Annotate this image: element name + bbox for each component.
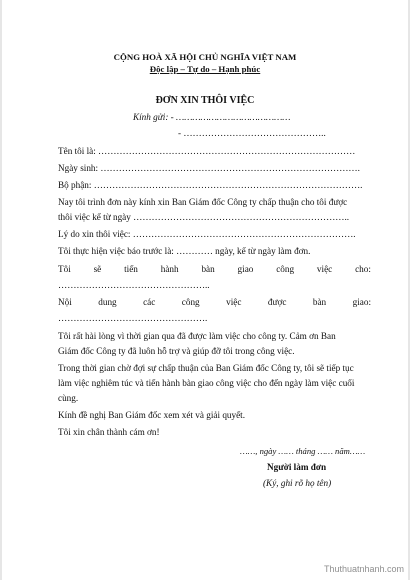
handover-word: hành bbox=[160, 264, 179, 274]
handover-line bbox=[58, 264, 371, 275]
notice-line: Tôi thực hiện việc báo trước là: ………… ngày, kể từ ngày làm đơn. bbox=[58, 246, 311, 256]
watermark: Thuthuatnhanh.com bbox=[323, 564, 404, 574]
reason-line: Lý do xin thôi việc: ………………………………………………………………. bbox=[58, 229, 356, 239]
field-name: Tên tôi là: ………………………………………………………………………… bbox=[58, 146, 356, 156]
content-word: giao: bbox=[352, 297, 371, 307]
handover-word: giao bbox=[237, 264, 254, 274]
consider-line: Kính đề nghị Ban Giám đốc xem xét và giải quyết. bbox=[58, 410, 246, 420]
field-dob: Ngày sinh: …………………………………………………………………………. bbox=[58, 163, 360, 173]
wait-line-3: cùng. bbox=[58, 393, 79, 403]
motto-text: Độc lập – Tự do – Hạnh phúc bbox=[149, 64, 261, 74]
thanks-line-1: Tôi rất hài lòng vì thời gian qua đã được làm việc cho công ty. Cảm ơn Ban bbox=[58, 331, 336, 341]
closing-line: Tôi xin chân thành cám ơn! bbox=[58, 427, 160, 437]
recipient-line-1: Kính gửi: - …………………………………… bbox=[133, 112, 291, 122]
page-border-left bbox=[0, 0, 2, 580]
handover-word: cho: bbox=[355, 264, 371, 274]
handover-fill: ………………………………………….. bbox=[58, 280, 210, 290]
content-fill: …………………………………………. bbox=[58, 313, 208, 323]
signature-date: ……, ngày …… tháng …… năm…… bbox=[240, 446, 366, 456]
recipient-line-2: - ……………………………………….. bbox=[178, 128, 326, 138]
handover-word: bàn bbox=[201, 264, 215, 274]
document-title: ĐƠN XIN THÔI VIỆC bbox=[155, 95, 255, 106]
content-word: dung bbox=[98, 297, 117, 307]
request-line-1: Nay tôi trình đơn này kính xin Ban Giám đốc Công ty chấp thuận cho tôi được bbox=[58, 197, 348, 207]
handover-word: việc bbox=[316, 264, 333, 274]
field-department: Bộ phận: ……………………………………………………………………………. bbox=[58, 180, 363, 190]
handover-word: công bbox=[276, 264, 295, 274]
content-line bbox=[58, 297, 371, 308]
content-word: các bbox=[143, 297, 156, 307]
content-word: việc bbox=[226, 297, 242, 307]
signature-role: Người làm đơn bbox=[267, 462, 327, 472]
signature-note: (Ký, ghi rõ họ tên) bbox=[263, 478, 332, 488]
handover-word: tiến bbox=[124, 264, 138, 274]
request-line-2: thôi việc kể từ ngày …………………………………………………………….. bbox=[58, 212, 350, 222]
content-word: Nội bbox=[58, 297, 72, 307]
national-motto bbox=[0, 64, 410, 75]
content-word: bàn bbox=[312, 297, 327, 307]
handover-word: sẽ bbox=[93, 264, 102, 274]
wait-line-1: Trong thời gian chờ đợi sự chấp thuận của Ban Giám đốc Công ty, tôi sẽ tiếp tục bbox=[58, 363, 354, 373]
wait-line-2: làm việc nghiêm túc và tiến hành bàn giao công việc cho đến ngày làm việc cuối bbox=[58, 378, 355, 388]
content-word: công bbox=[181, 297, 200, 307]
handover-word: Tôi bbox=[58, 264, 71, 274]
content-word: được bbox=[267, 297, 287, 307]
thanks-line-2: Giám đốc Công ty đã luôn hỗ trợ và giúp đỡ tôi trong công việc. bbox=[58, 346, 295, 356]
national-title: CỘNG HOÀ XÃ HỘI CHỦ NGHĨA VIỆT NAM bbox=[113, 52, 297, 62]
